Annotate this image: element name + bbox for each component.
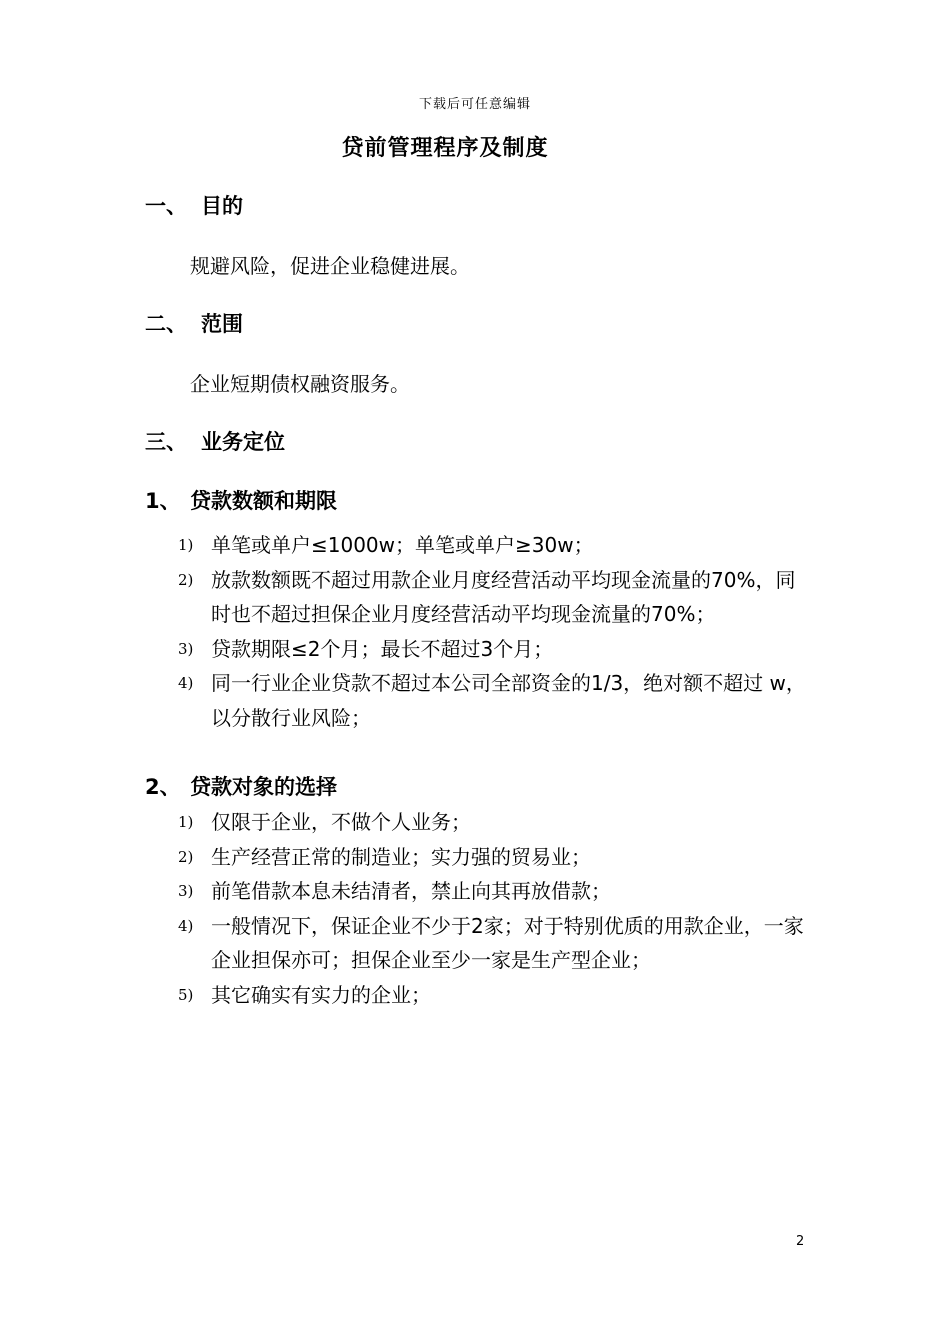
list-item <box>178 666 810 735</box>
borrower-selection-list <box>178 805 810 1012</box>
section-number: 三、 <box>145 430 187 454</box>
list-item-text: 贷款期限≤2个月；最长不超过3个月； <box>211 636 554 661</box>
document-title: 贷前管理程序及制度 <box>341 136 549 161</box>
section-heading-purpose <box>145 191 243 221</box>
list-marker: 4) <box>178 674 194 692</box>
list-item-text: 单笔或单户≤1000w；单笔或单户≥30w； <box>211 533 594 557</box>
section-heading-positioning <box>145 427 285 457</box>
section-number: 一、 <box>145 194 187 218</box>
list-item <box>178 909 810 978</box>
list-item-text: 仅限于企业，不做个人业务； <box>211 810 471 834</box>
section-body-purpose: 规避风险，促进企业稳健进展。 <box>190 254 470 278</box>
subsection-number: 2、 <box>145 775 181 799</box>
list-item <box>178 563 810 632</box>
list-item <box>178 978 810 1013</box>
section-heading-scope <box>145 309 243 339</box>
subsection-heading-borrower-selection <box>145 772 337 802</box>
list-item <box>178 805 810 840</box>
list-item <box>178 874 810 909</box>
list-item-text: 前笔借款本息未结清者，禁止向其再放借款； <box>211 879 611 903</box>
subsection-heading-amount-term <box>145 486 337 516</box>
list-item <box>178 528 810 563</box>
list-item-text: 放款数额既不超过用款企业月度经营活动平均现金流量的70%，同时也不超过担保企业月度经营活动平均现金流量的70%； <box>211 567 796 626</box>
list-marker: 2) <box>178 847 194 866</box>
section-title: 业务定位 <box>201 430 285 454</box>
list-marker: 5) <box>178 985 194 1004</box>
section-title: 目的 <box>201 194 243 218</box>
subsection-number: 1、 <box>145 489 181 513</box>
list-item-text: 一般情况下，保证企业不少于2家；对于特别优质的用款企业，一家企业担保亦可；担保企业至少一家是生产型企业； <box>211 913 804 972</box>
list-item-text: 其它确实有实力的企业； <box>211 982 431 1007</box>
list-marker: 4) <box>178 916 194 935</box>
section-number: 二、 <box>145 312 187 336</box>
page-header-note: 下载后可任意编辑 <box>418 97 531 112</box>
list-marker: 1) <box>178 536 194 554</box>
list-item <box>178 840 810 875</box>
list-marker: 1) <box>178 813 194 831</box>
subsection-title: 贷款对象的选择 <box>190 775 337 799</box>
section-title: 范围 <box>201 312 243 336</box>
list-item-text: 同一行业企业贷款不超过本公司全部资金的1/3，绝对额不超过 w，以分散行业风险； <box>211 671 806 730</box>
list-marker: 3) <box>178 882 194 900</box>
list-marker: 3) <box>178 639 194 658</box>
list-item-text: 生产经营正常的制造业；实力强的贸易业； <box>211 844 591 869</box>
subsection-title: 贷款数额和期限 <box>190 489 337 513</box>
amount-term-list <box>178 528 810 735</box>
list-item <box>178 632 810 667</box>
list-marker: 2) <box>178 570 194 589</box>
page-number: 2 <box>796 1234 805 1249</box>
section-body-scope: 企业短期债权融资服务。 <box>190 372 410 396</box>
